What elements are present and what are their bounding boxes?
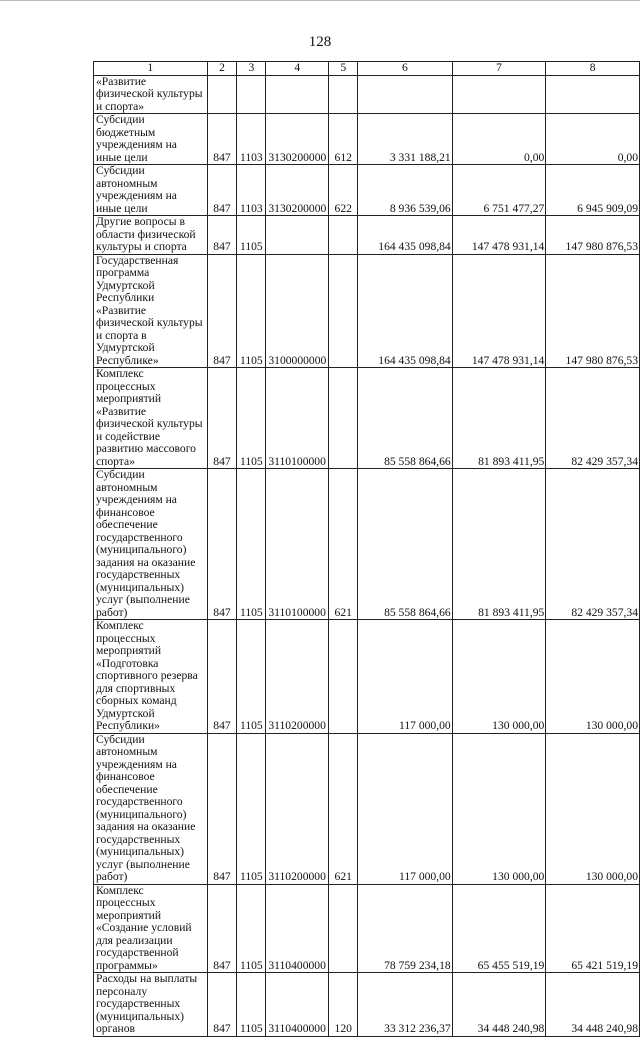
target-article-cell: 3110100000 (266, 469, 329, 620)
expense-type-cell: 621 (329, 469, 358, 620)
column-header: 8 (546, 62, 640, 76)
row-name-cell: Комплекс процессных мероприятий «Подготовка спортивного резерва для спортивных сборных команд Удмуртской Республики» (94, 620, 208, 734)
amount-year-1-cell: 33 312 236,37 (358, 973, 453, 1037)
amount-year-2-cell: 0,00 (452, 114, 546, 165)
amount-year-3-cell: 147 980 876,53 (546, 216, 640, 255)
expense-type-cell (329, 368, 358, 469)
row-name-cell: Государственная программа Удмуртской Республики «Развитие физической культуры и спорта в Удмуртской Республике» (94, 254, 208, 368)
section-code-cell: 1105 (237, 469, 266, 620)
amount-year-2-cell: 81 893 411,95 (452, 469, 546, 620)
table-row (94, 368, 640, 469)
row-name-cell: Субсидии автономным учреждениям на финансовое обеспечение государственного (муниципального) задания на оказание государственных (муниципальных) услуг (выполнение работ) (94, 469, 208, 620)
amount-year-2-cell: 34 448 240,98 (452, 973, 546, 1037)
section-code-cell: 1105 (237, 368, 266, 469)
section-code-cell: 1105 (237, 620, 266, 734)
row-name-cell: Комплекс процессных мероприятий «Создание условий для реализации государственной программы» (94, 884, 208, 973)
table-row (94, 469, 640, 620)
amount-year-3-cell (546, 75, 640, 114)
table-row (94, 733, 640, 884)
amount-year-2-cell: 147 478 931,14 (452, 254, 546, 368)
section-code-cell (237, 75, 266, 114)
expense-type-cell (329, 620, 358, 734)
target-article-cell: 3110200000 (266, 620, 329, 734)
target-article-cell (266, 216, 329, 255)
row-name-cell: Комплекс процессных мероприятий «Развитие физической культуры и содействие развитию массового спорта» (94, 368, 208, 469)
amount-year-1-cell: 117 000,00 (358, 733, 453, 884)
amount-year-3-cell: 82 429 357,34 (546, 368, 640, 469)
amount-year-3-cell: 6 945 909,09 (546, 165, 640, 216)
amount-year-3-cell: 147 980 876,53 (546, 254, 640, 368)
column-header: 6 (358, 62, 453, 76)
expense-type-cell (329, 216, 358, 255)
section-code-cell: 1105 (237, 884, 266, 973)
row-name-cell: Расходы на выплаты персоналу государственных (муниципальных) органов (94, 973, 208, 1037)
column-header: 2 (207, 62, 237, 76)
row-name-cell: Субсидии автономным учреждениям на финансовое обеспечение государственного (муниципального) задания на оказание государственных (муниципальных) услуг (выполнение работ) (94, 733, 208, 884)
ministry-code-cell (207, 75, 237, 114)
amount-year-1-cell: 164 435 098,84 (358, 254, 453, 368)
amount-year-1-cell: 78 759 234,18 (358, 884, 453, 973)
ministry-code-cell: 847 (207, 973, 237, 1037)
header-row (94, 62, 640, 76)
target-article-cell: 3100000000 (266, 254, 329, 368)
table-row (94, 973, 640, 1037)
target-article-cell (266, 75, 329, 114)
amount-year-3-cell: 130 000,00 (546, 733, 640, 884)
table-row (94, 216, 640, 255)
ministry-code-cell: 847 (207, 216, 237, 255)
amount-year-2-cell: 130 000,00 (452, 733, 546, 884)
target-article-cell: 3110400000 (266, 973, 329, 1037)
section-code-cell: 1105 (237, 733, 266, 884)
ministry-code-cell: 847 (207, 733, 237, 884)
amount-year-1-cell: 117 000,00 (358, 620, 453, 734)
target-article-cell: 3110100000 (266, 368, 329, 469)
column-header: 5 (329, 62, 358, 76)
ministry-code-cell: 847 (207, 884, 237, 973)
column-header: 7 (452, 62, 546, 76)
budget-table (93, 61, 640, 1037)
expense-type-cell: 612 (329, 114, 358, 165)
target-article-cell: 3130200000 (266, 114, 329, 165)
section-code-cell: 1105 (237, 973, 266, 1037)
target-article-cell: 3110400000 (266, 884, 329, 973)
amount-year-3-cell: 34 448 240,98 (546, 973, 640, 1037)
expense-type-cell (329, 75, 358, 114)
amount-year-2-cell: 147 478 931,14 (452, 216, 546, 255)
column-header: 3 (237, 62, 266, 76)
expense-type-cell: 621 (329, 733, 358, 884)
row-name-cell: Другие вопросы в области физической культуры и спорта (94, 216, 208, 255)
section-code-cell: 1105 (237, 216, 266, 255)
page-number: 128 (308, 34, 332, 50)
target-article-cell: 3130200000 (266, 165, 329, 216)
ministry-code-cell: 847 (207, 469, 237, 620)
amount-year-1-cell: 8 936 539,06 (358, 165, 453, 216)
table-row (94, 165, 640, 216)
amount-year-1-cell: 85 558 864,66 (358, 469, 453, 620)
column-header: 4 (266, 62, 329, 76)
row-name-cell: Субсидии автономным учреждениям на иные цели (94, 165, 208, 216)
amount-year-1-cell: 3 331 188,21 (358, 114, 453, 165)
amount-year-2-cell: 130 000,00 (452, 620, 546, 734)
amount-year-1-cell (358, 75, 453, 114)
expense-type-cell (329, 254, 358, 368)
section-code-cell: 1105 (237, 254, 266, 368)
ministry-code-cell: 847 (207, 254, 237, 368)
page-top-border (0, 0, 640, 1)
amount-year-1-cell: 85 558 864,66 (358, 368, 453, 469)
table-row (94, 254, 640, 368)
ministry-code-cell: 847 (207, 620, 237, 734)
table-row (94, 75, 640, 114)
row-name-cell: «Развитие физической культуры и спорта» (94, 75, 208, 114)
ministry-code-cell: 847 (207, 114, 237, 165)
column-header: 1 (94, 62, 208, 76)
amount-year-3-cell: 65 421 519,19 (546, 884, 640, 973)
section-code-cell: 1103 (237, 114, 266, 165)
amount-year-2-cell: 6 751 477,27 (452, 165, 546, 216)
amount-year-2-cell (452, 75, 546, 114)
target-article-cell: 3110200000 (266, 733, 329, 884)
table-row (94, 114, 640, 165)
table-row (94, 884, 640, 973)
table-row (94, 620, 640, 734)
ministry-code-cell: 847 (207, 165, 237, 216)
amount-year-3-cell: 0,00 (546, 114, 640, 165)
expense-type-cell: 622 (329, 165, 358, 216)
expense-type-cell (329, 884, 358, 973)
amount-year-3-cell: 82 429 357,34 (546, 469, 640, 620)
section-code-cell: 1103 (237, 165, 266, 216)
table-body (94, 75, 640, 1036)
amount-year-3-cell: 130 000,00 (546, 620, 640, 734)
amount-year-1-cell: 164 435 098,84 (358, 216, 453, 255)
amount-year-2-cell: 81 893 411,95 (452, 368, 546, 469)
amount-year-2-cell: 65 455 519,19 (452, 884, 546, 973)
ministry-code-cell: 847 (207, 368, 237, 469)
expense-type-cell: 120 (329, 973, 358, 1037)
row-name-cell: Субсидии бюджетным учреждениям на иные цели (94, 114, 208, 165)
